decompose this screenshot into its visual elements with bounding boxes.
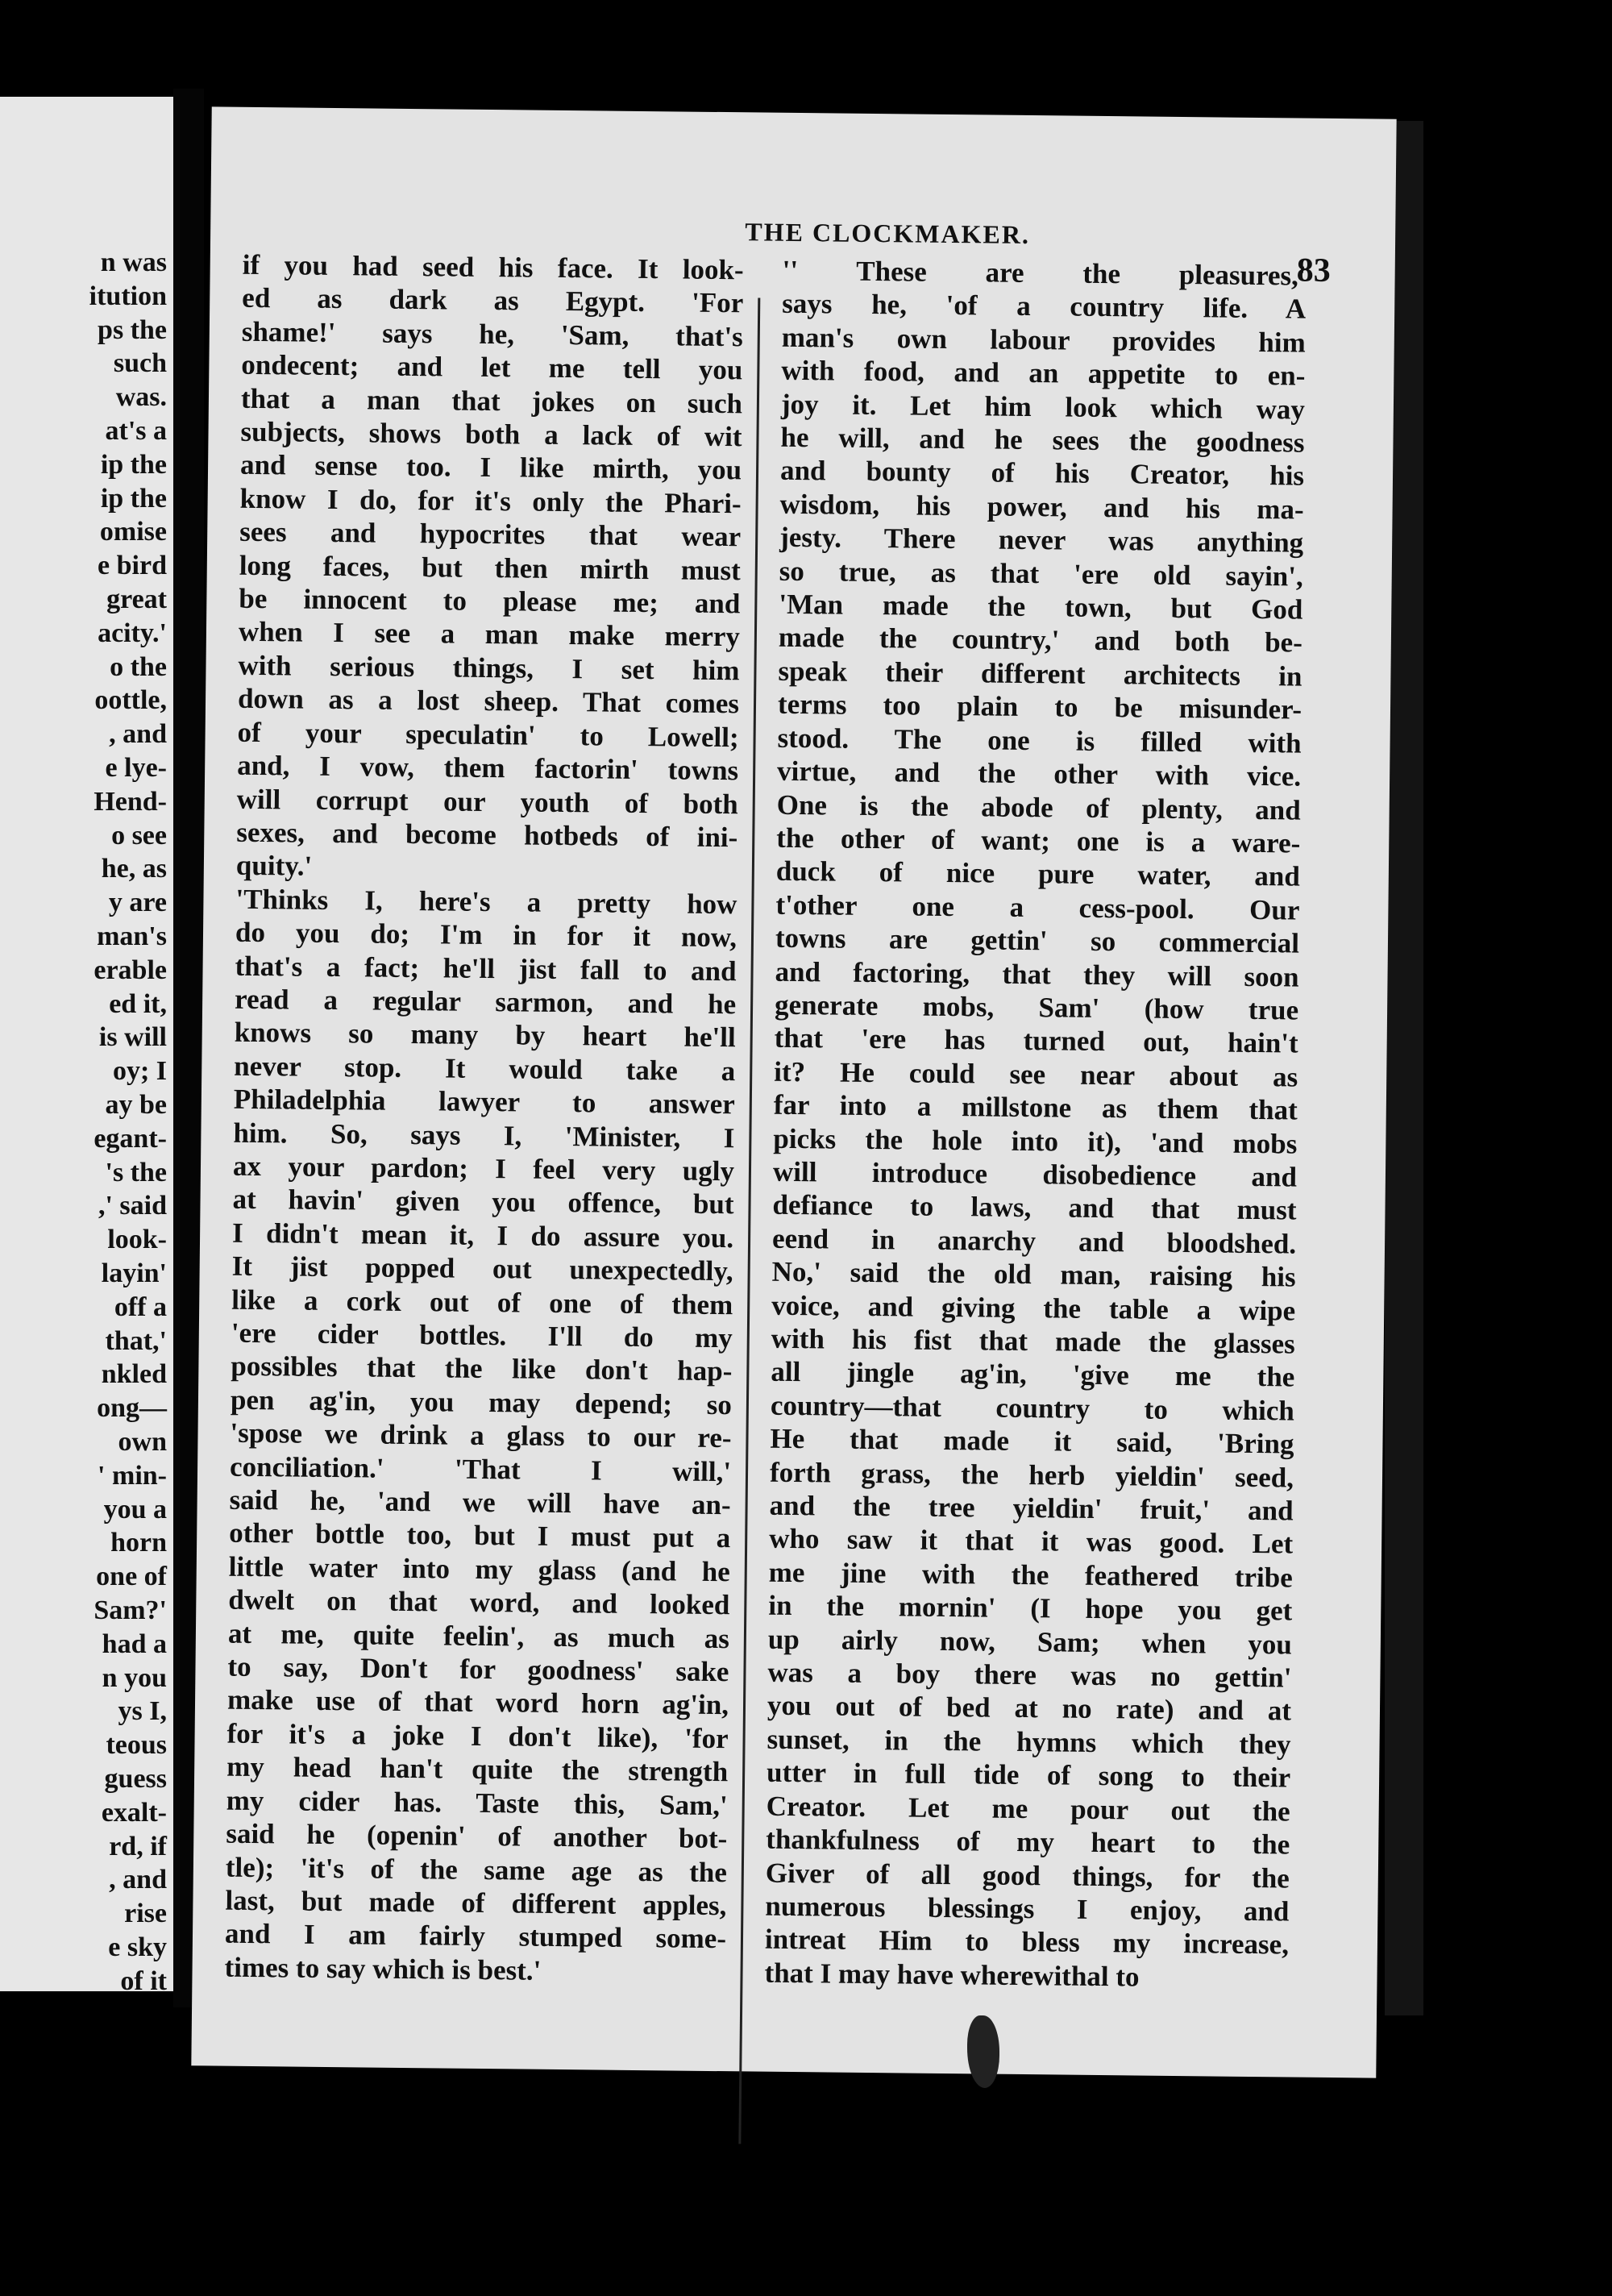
facing-page-text-fragment: teous (106, 1730, 167, 1761)
text-line: 'ere cider bottles. I'll do my (231, 1316, 733, 1354)
text-line: numerous blessings I enjoy, and (765, 1890, 1290, 1928)
facing-page-text-fragment: y are (108, 888, 167, 918)
text-line: who saw it that it was good. Let (768, 1523, 1294, 1560)
text-line: with serious things, I set him (238, 649, 740, 687)
text-line: at me, quite feelin', as much as (227, 1617, 730, 1654)
facing-page-text-fragment: at's a (105, 416, 167, 446)
text-line: speak their different architects in (778, 655, 1302, 693)
text-line: be innocent to please me; and (239, 582, 741, 620)
text-line: and the tree yieldin' fruit,' and (769, 1489, 1294, 1527)
facing-page-text-fragment: exalt- (101, 1797, 167, 1828)
book-page (191, 106, 1396, 2078)
text-line: my head han't quite the strength (226, 1750, 729, 1788)
text-line: that's a fact; he'll jist fall to and (235, 950, 737, 987)
text-line: forth grass, the herb yieldin' seed, (769, 1456, 1294, 1494)
facing-page-text-fragment: ' min- (98, 1460, 167, 1491)
facing-page-text-fragment: acity.' (98, 618, 167, 648)
text-line: joy it. Let him look which way (780, 388, 1306, 426)
text-line: was a boy there was no gettin' (767, 1656, 1292, 1694)
facing-page-text-fragment: e bird (98, 551, 167, 581)
text-line: thankfulness of my heart to the (766, 1823, 1290, 1861)
text-line: and I am fairly stumped some- (224, 1917, 727, 1955)
text-line: knows so many by heart he'll (234, 1017, 736, 1054)
text-column-right (764, 254, 1307, 1995)
text-line: I didn't mean it, I do assure you. (231, 1217, 734, 1254)
text-line: never stop. It would take a (234, 1050, 736, 1087)
facing-page-text-fragment: erable (93, 955, 167, 985)
facing-page-text-fragment: omise (99, 517, 167, 547)
text-line: No,' said the old man, raising his (771, 1255, 1296, 1293)
facing-page-text-fragment: he, as (101, 854, 167, 884)
text-line: ed as dark as Egypt. 'For (242, 282, 744, 319)
text-line: know I do, for it's only the Phari- (239, 482, 742, 520)
text-line: times to say which is best.' (224, 1951, 542, 1986)
text-line: sees and hypocrites that wear (239, 516, 742, 553)
text-line: far into a millstone as them that (773, 1088, 1298, 1126)
facing-page-text-fragment: , and (109, 719, 167, 750)
text-line: pen ag'in, you may depend; so (230, 1383, 733, 1421)
text-line: at havin' given you offence, but (232, 1183, 734, 1221)
text-line: intreat Him to bless my increase, (764, 1923, 1290, 1961)
facing-page-text-fragment: ong— (97, 1393, 167, 1424)
facing-page-text-fragment: rd, if (109, 1831, 167, 1861)
facing-page-text-fragment: is will (98, 1022, 167, 1053)
facing-page-text-fragment: ip the (100, 483, 167, 514)
text-line: up airly now, Sam; when you (767, 1623, 1293, 1661)
text-line: '' These are the pleasures,' (782, 254, 1307, 292)
text-line: the other of want; one is a ware- (776, 821, 1301, 859)
text-line: long faces, but then mirth must (239, 549, 741, 586)
facing-page-text-fragment: itution (89, 281, 167, 311)
text-line: One is the abode of plenty, and (776, 788, 1301, 826)
facing-page-text-fragment: great (106, 584, 167, 614)
text-line: make use of that word horn ag'in, (226, 1684, 729, 1721)
text-line: when I see a man make merry (238, 616, 741, 653)
facing-page-text-fragment: such (113, 348, 167, 379)
page-number: 83 (1296, 252, 1331, 289)
text-line: my cider has. Taste this, Sam,' (226, 1784, 728, 1821)
facing-page-text-fragment: had a (102, 1628, 167, 1659)
text-line: generate mobs, Sam' (how true (774, 988, 1299, 1026)
text-line: do you do; I'm in for it now, (235, 916, 737, 954)
text-line: ondecent; and let me tell you (241, 348, 743, 386)
facing-page-text-fragment: oy; I (112, 1056, 167, 1087)
text-line: other bottle too, but I must put a (229, 1517, 731, 1554)
facing-page-text-fragment: you a (103, 1494, 167, 1524)
text-line: he will, and he sees the goodness (780, 421, 1305, 459)
text-line: that 'ere has turned out, hain't (774, 1022, 1298, 1059)
facing-page-text-fragment: rise (124, 1899, 167, 1929)
text-line: and factoring, that they will soon (775, 955, 1299, 993)
text-line: country—that country to which (770, 1389, 1295, 1427)
facing-page-text-fragment: horn (110, 1528, 167, 1558)
text-line: defiance to laws, and that must (772, 1189, 1297, 1226)
text-line: said he (openin' of another bot- (226, 1817, 728, 1855)
facing-page-text-fragment: of it (120, 1965, 167, 1991)
running-head: THE CLOCKMAKER. (745, 217, 1031, 250)
text-line: you out of bed at no rate) and at (767, 1690, 1292, 1727)
text-line: and sense too. I like mirth, you (239, 449, 742, 486)
text-line: duck of nice pure water, and (775, 855, 1301, 892)
text-line: stood. The one is filled with (777, 722, 1302, 759)
text-line: in the mornin' (I hope you get (768, 1589, 1293, 1627)
text-column-left (224, 248, 744, 1990)
facing-page-text-fragment: ay be (105, 1090, 167, 1120)
text-line: all jingle ag'in, 'give me the (771, 1356, 1295, 1393)
facing-page-text-fragment: nkled (101, 1359, 167, 1390)
facing-page-text-fragment: n you (102, 1662, 167, 1693)
text-line: subjects, shows both a lack of wit (240, 415, 742, 453)
text-line: for it's a joke I don't like), 'for (226, 1717, 729, 1755)
text-line: dwelt on that word, and looked (228, 1583, 730, 1621)
text-line: with his fist that made the glasses (771, 1322, 1295, 1360)
facing-page-text-fragment: o see (111, 820, 167, 851)
text-line: conciliation.' 'That I will,' (229, 1450, 732, 1487)
text-line: possibles that the like don't hap- (231, 1350, 733, 1387)
text-line: it? He could see near about as (774, 1055, 1298, 1093)
text-line: said he, 'and we will have an- (229, 1483, 731, 1521)
text-line: man's own labour provides him (781, 321, 1306, 359)
text-line: and bounty of his Creator, his (779, 455, 1305, 493)
text-line: He that made it said, 'Bring (770, 1422, 1294, 1460)
text-line: tle); 'it's of the same age as the (225, 1851, 728, 1888)
text-line: will introduce disobedience and (772, 1155, 1298, 1193)
facing-page-text-fragment: man's (97, 921, 167, 951)
facing-page-text-fragment: that,' (105, 1325, 167, 1356)
text-line: virtue, and the other with vice. (776, 755, 1302, 792)
ink-blot-mark (967, 2015, 999, 2088)
text-line: down as a lost sheep. That comes (237, 683, 740, 720)
text-line: It jist popped out unexpectedly, (231, 1250, 733, 1287)
facing-page-text-fragment: look- (107, 1225, 167, 1255)
text-line: little water into my glass (and he (228, 1550, 730, 1588)
text-line: towns are gettin' so commercial (775, 921, 1300, 959)
text-line: if you had seed his face. It look- (242, 248, 744, 286)
facing-page-text-fragment: own (118, 1427, 167, 1457)
text-line: t'other one a cess-pool. Our (775, 888, 1300, 926)
facing-page-text-fragment: oottle, (94, 685, 167, 716)
text-line: wisdom, his power, and his ma- (779, 488, 1304, 526)
text-line: that I may have wherewithal to (764, 1957, 1140, 1993)
text-line: of your speculatin' to Lowell; (237, 716, 739, 753)
text-line: Philadelphia lawyer to answer (233, 1083, 736, 1121)
text-line: Giver of all good things, for the (765, 1857, 1290, 1894)
text-line: last, but made of different apples, (225, 1884, 727, 1922)
facing-page-text-fragment: Sam?' (93, 1595, 167, 1625)
facing-page-text-fragment: ,' said (98, 1191, 167, 1221)
facing-page-text-fragment: ps the (98, 314, 167, 345)
text-line: to say, Don't for goodness' sake (227, 1650, 729, 1688)
text-line: 'Man made the town, but God (779, 588, 1303, 626)
text-line: picks the hole into it), 'and mobs (773, 1122, 1298, 1160)
text-line: says he, 'of a country life. A (782, 288, 1307, 326)
facing-page-text-fragment: ys I, (118, 1696, 167, 1727)
text-line: sunset, in the hymns which they (767, 1723, 1291, 1761)
facing-page-text-fragment: one of (96, 1562, 167, 1592)
text-line: ax your pardon; I feel very ugly (232, 1150, 735, 1188)
text-line: so true, as that 'ere old sayin', (779, 555, 1303, 593)
text-line: 'Thinks I, here's a pretty how (235, 883, 737, 920)
text-line: read a regular sarmon, and he (234, 983, 737, 1021)
facing-page-text-fragment: ed it, (109, 988, 167, 1019)
text-line: sexes, and become hotbeds of ini- (236, 816, 738, 854)
text-line: voice, and giving the table a wipe (771, 1289, 1296, 1327)
text-line: eend in anarchy and bloodshed. (771, 1222, 1297, 1260)
text-line: Creator. Let me pour out the (766, 1790, 1290, 1828)
text-line: that a man that jokes on such (240, 382, 743, 419)
facing-page-text-fragment: e lye- (105, 753, 167, 783)
text-line: will corrupt our youth of both (236, 783, 738, 820)
text-line: utter in full tide of song to their (766, 1756, 1291, 1794)
facing-page-text-fragment: , and (109, 1865, 167, 1895)
facing-page-text-fragment: guess (104, 1764, 167, 1794)
text-line: and, I vow, them factorin' towns (237, 749, 739, 787)
text-line: him. So, says I, 'Minister, I (233, 1117, 735, 1154)
column-divider (738, 297, 760, 2144)
text-line: jesty. There never was anything (779, 522, 1304, 559)
facing-page-text-fragment: egant- (93, 1123, 167, 1154)
facing-page-text-fragment: o the (110, 651, 167, 682)
facing-page-text-fragment: ip the (100, 449, 167, 480)
facing-page-text-fragment: e sky (108, 1932, 167, 1962)
facing-page-text-fragment: was. (115, 382, 167, 413)
facing-page-text-fragment: n was (100, 247, 167, 277)
facing-page-text-fragment: 's the (105, 1157, 167, 1188)
text-line: 'spose we drink a glass to our re- (230, 1416, 732, 1454)
text-line: like a cork out of one of them (231, 1283, 733, 1321)
facing-page-text-fragment: layin' (101, 1258, 167, 1288)
text-line: me jine with the feathered tribe (768, 1556, 1293, 1594)
text-line: with food, and an appetite to en- (781, 355, 1306, 392)
text-line: shame!' says he, 'Sam, that's (241, 315, 744, 353)
facing-page-fragment (0, 97, 173, 1991)
facing-page-text-fragment: off a (114, 1292, 167, 1322)
text-line: terms too plain to be misunder- (777, 688, 1302, 726)
text-line: quity.' (235, 850, 313, 883)
facing-page-text-fragment: Hend- (93, 786, 167, 817)
text-line: made the country,' and both be- (778, 622, 1303, 659)
